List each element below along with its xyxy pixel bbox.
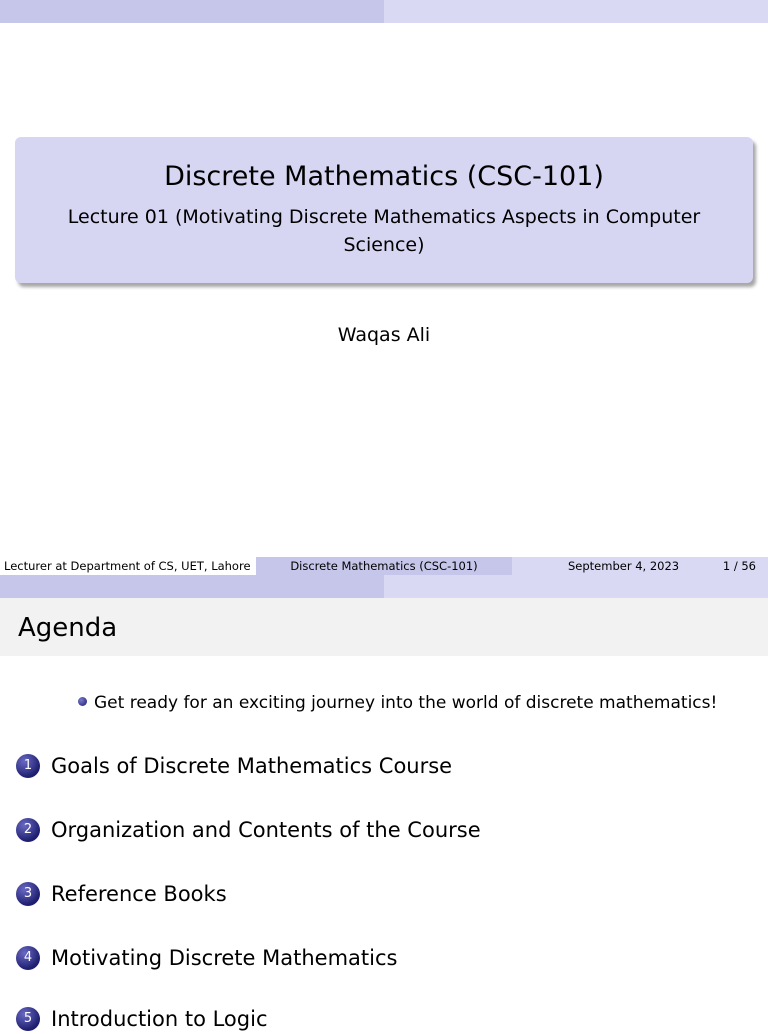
agenda-item-3 [16, 879, 227, 909]
author-name: Waqas Ali [337, 324, 431, 346]
number-ball-icon: 3 [16, 882, 40, 906]
frame-title-bar [0, 598, 768, 656]
number-ball-icon: 4 [16, 946, 40, 970]
footer-affiliation: Lecturer at Department of CS, UET, Lahore [0, 557, 256, 575]
agenda-item-label: Goals of Discrete Mathematics Course [51, 754, 453, 778]
agenda-item-label: Organization and Contents of the Course [51, 818, 481, 842]
agenda-item-2 [16, 815, 481, 845]
number-ball-icon: 2 [16, 818, 40, 842]
footer-page-number: 1 / 56 [722, 559, 756, 573]
agenda-item-5 [16, 1004, 268, 1034]
frame-title: Agenda [18, 613, 118, 643]
footer-date: September 4, 2023 [568, 559, 680, 573]
slide2-header-band [0, 575, 768, 598]
agenda-item-label: Motivating Discrete Mathematics [51, 946, 398, 970]
number-ball-icon: 1 [16, 754, 40, 778]
slide1-header-band [0, 0, 768, 23]
slide-title: Discrete Mathematics (CSC-101) [164, 161, 604, 192]
agenda-item-label: Reference Books [51, 882, 227, 906]
intro-bullet [78, 690, 717, 716]
header-band-right [384, 0, 768, 23]
agenda-item-label: Introduction to Logic [51, 1007, 268, 1031]
footer-date-page [512, 557, 768, 575]
slide-footer [0, 557, 768, 575]
footer-course: Discrete Mathematics (CSC-101) [256, 557, 512, 575]
agenda-item-1 [16, 751, 452, 781]
header-band-left [0, 0, 384, 23]
number-ball-icon: 5 [16, 1007, 40, 1031]
title-block [15, 137, 753, 283]
agenda-item-4 [16, 943, 397, 973]
header-band-right [384, 575, 768, 598]
bullet-icon [78, 697, 87, 706]
slide-subtitle: Lecture 01 (Motivating Discrete Mathematics Aspects in Computer Science) [67, 206, 701, 256]
intro-bullet-text: Get ready for an exciting journey into the world of discrete mathematics! [94, 693, 718, 713]
header-band-left [0, 575, 384, 598]
